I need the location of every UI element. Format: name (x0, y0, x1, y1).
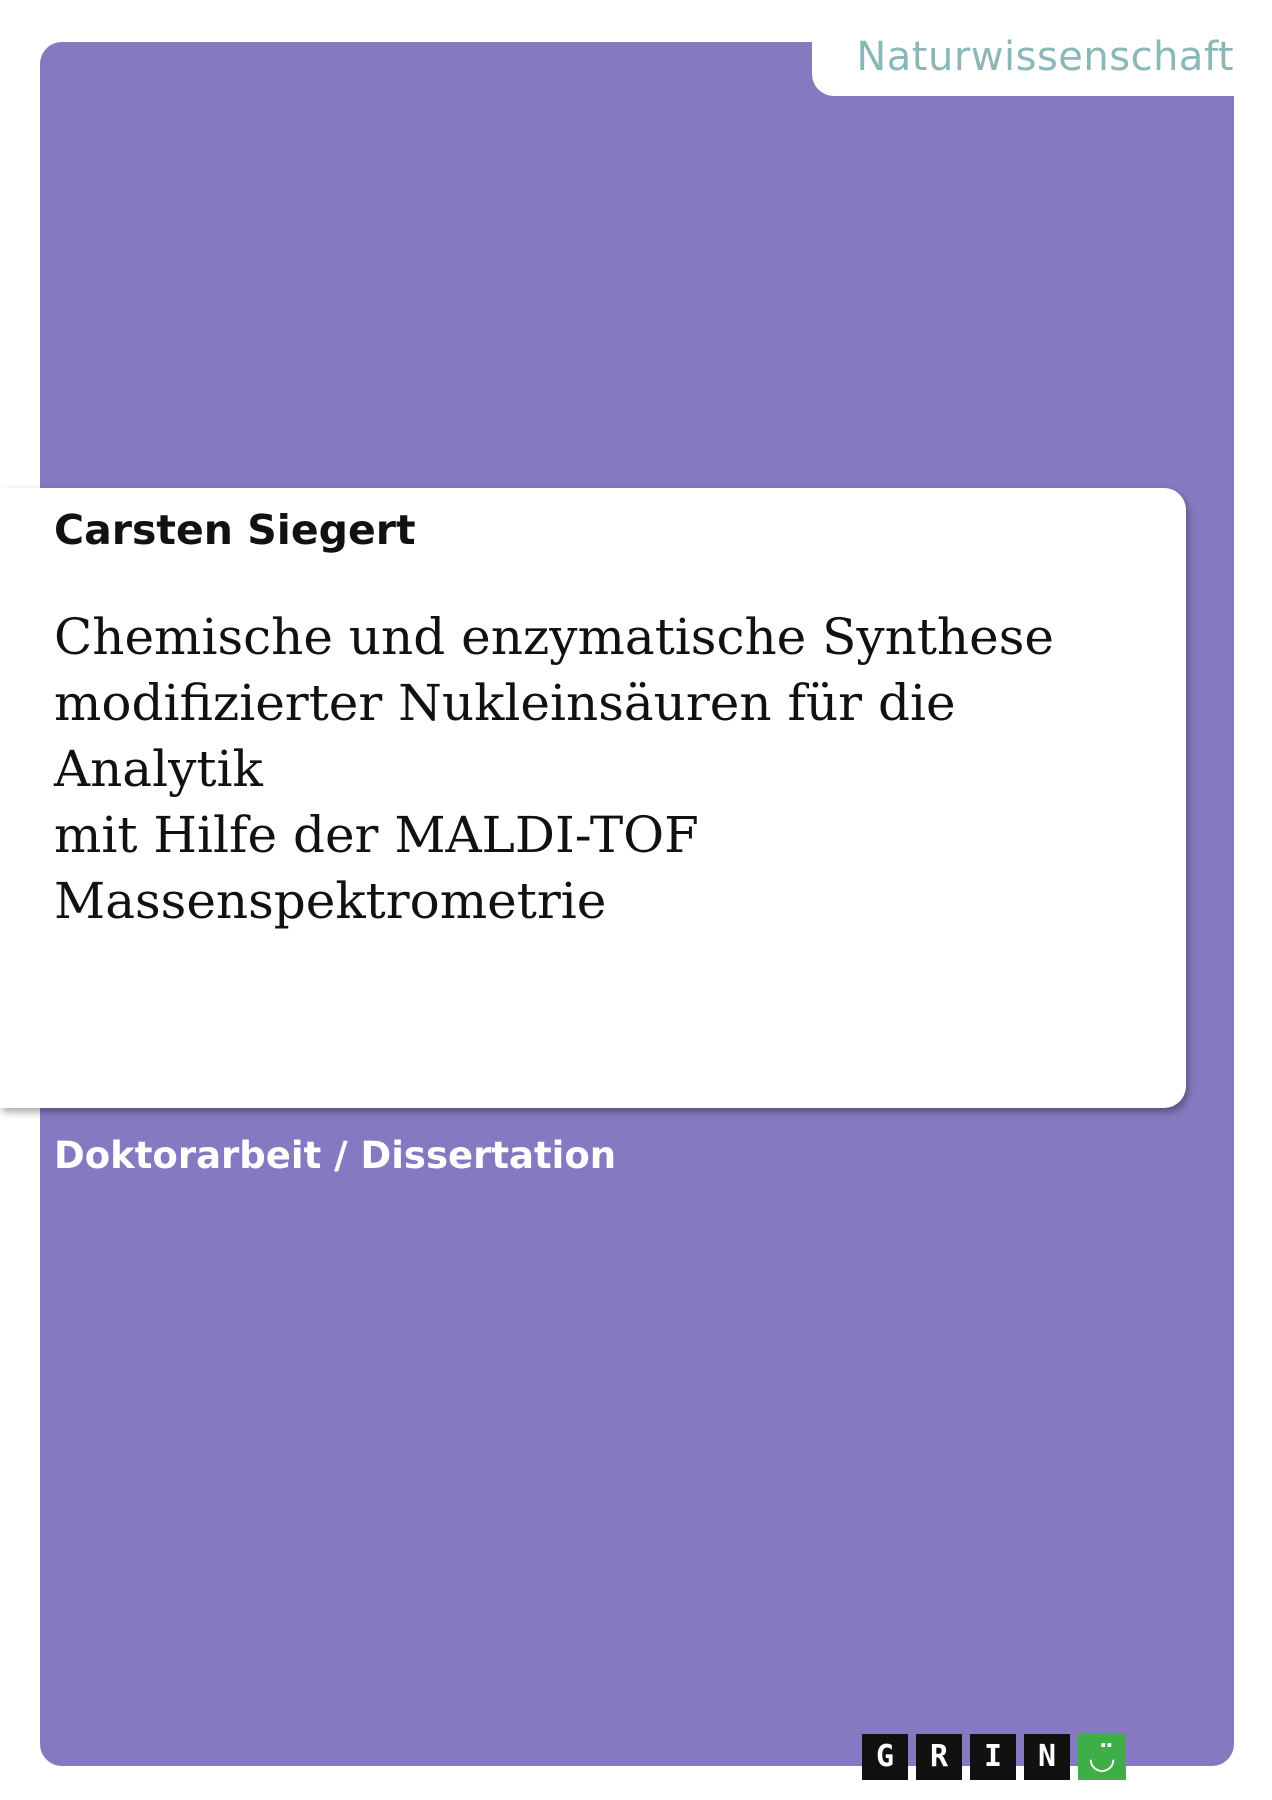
smile-icon: ◡̈ (1078, 1734, 1126, 1780)
title-line: modifizierter Nukleinsäuren für die Analytik (54, 674, 956, 798)
title-line: Chemische und enzymatische Synthese (54, 608, 1054, 666)
logo-letter-n: N (1024, 1734, 1070, 1780)
author-name: Carsten Siegert (54, 506, 416, 554)
category-label: Naturwissenschaft (856, 34, 1234, 80)
title-line: mit Hilfe der MALDI-TOF (54, 806, 699, 864)
logo-letter-r: R (916, 1734, 962, 1780)
title-line: Massenspektrometrie (54, 872, 607, 930)
document-type: Doktorarbeit / Dissertation (54, 1134, 617, 1177)
category-tab (812, 0, 1272, 96)
logo-letter-g: G (862, 1734, 908, 1780)
title-card (0, 488, 1186, 1108)
grin-logo (862, 1734, 1126, 1780)
logo-letter-i: I (970, 1734, 1016, 1780)
book-title (54, 604, 1154, 934)
